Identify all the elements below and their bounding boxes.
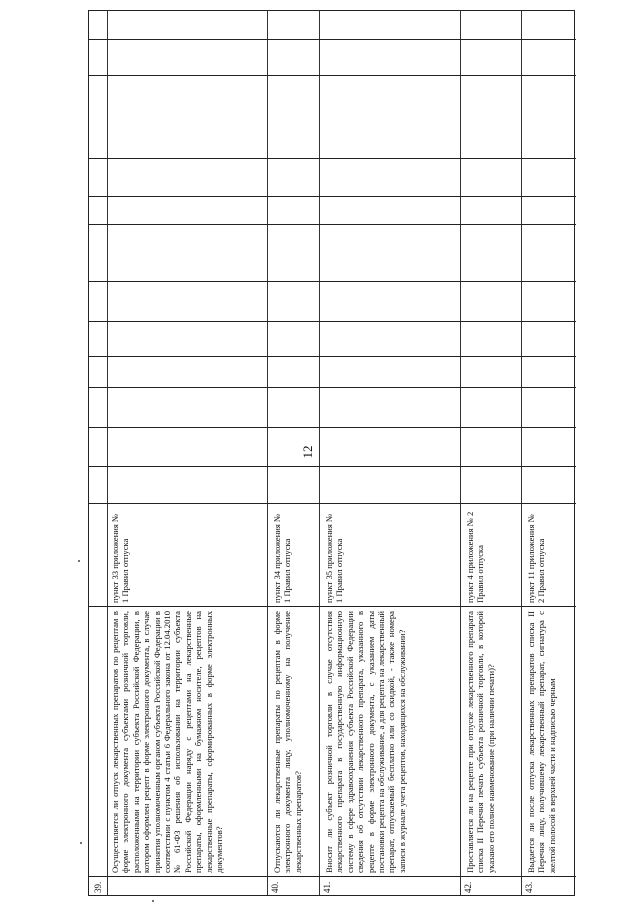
row-divider [267, 11, 268, 895]
row-reference: пункт 33 приложения № 1 Правил отпуска [110, 513, 131, 603]
column-divider [89, 503, 576, 504]
row-reference: пункт 35 приложения № 1 Правил отпуска [324, 513, 345, 603]
row-question: Проставляется ли на рецепте при отпуске лекарственного препарата списка II Перечня печать субъекта розничной торговли, в которой указано его полное наименование (при наличии печати)? [465, 611, 496, 873]
column-divider [89, 876, 576, 877]
row-number: 40. [270, 881, 280, 893]
row-divider [521, 11, 522, 895]
row-question: Осуществляется ли отпуск лекарственных препаратов по рецептам в форме электронного документа субъектами розничной торговли, расположенными на территории субъекта Российской Федерации, в котором оформлен рецепт в форме электронного документа, в случае принятия уполномоченным органом субъекта Российской Федерации в соответствии с пунктом 4 статьи 6 Федерального закона от 12.04.2010 № 61-ФЗ решения об использовании на территории субъекта Российской Федерации наряду с рецептами на лекарственные препараты, оформленными на бумажном носителе, рецептов на лекарственные препараты, сформированных в форме электронных документов? [110, 611, 225, 873]
row-reference: пункт 11 приложения № 2 Правил отпуска [526, 514, 547, 603]
row-question: Вносит ли субъект розничной торговли в случае отсутствия лекарственного препарата в государственную информационную систему в сфере здравоохранения субъекта Российской Федерации сведения об отсутствии лекарственного препарата, указанного в рецепте в форме электронного документа, с указанием даты постановки рецепта на обслуживание, а для рецепта на лекарственный препарат, отпускаемый бесплатно или со скидкой, - также номера записи в журнале учета рецептов, находящихся на обслуживании? [324, 611, 407, 873]
row-reference: пункт 34 приложения № 1 Правил отпуска [272, 513, 293, 603]
row-number: 39. [93, 881, 103, 893]
column-divider [89, 321, 576, 322]
column-divider [89, 158, 576, 159]
row-reference: пункт 4 приложения № 2 Правил отпуска [465, 511, 486, 603]
row-number: 43. [524, 881, 534, 893]
column-divider [89, 39, 576, 40]
column-divider [89, 606, 576, 607]
scan-speck [80, 842, 82, 844]
row-number: 42. [463, 881, 473, 893]
column-divider [89, 281, 576, 282]
column-divider [89, 427, 576, 428]
checklist-table [88, 10, 575, 896]
column-divider [89, 224, 576, 225]
scan-speck [152, 900, 154, 902]
page-number: 12 [300, 445, 315, 459]
row-divider [319, 11, 320, 895]
row-divider [107, 11, 108, 895]
row-question: Отпускаются ли лекарственные препараты по рецептам в форме электронного документа лицу, уполномоченному на получение лекарственных препаратов? [272, 611, 303, 873]
column-divider [89, 387, 576, 388]
row-number: 41. [322, 881, 332, 893]
row-question: Выдается ли после отпуска лекарственных препаратов списка II Перечня лицу, получившему лекарственный препарат, сигнатура с желтой полосой в верхней части и надписью черным [526, 611, 557, 873]
column-divider [89, 75, 576, 76]
column-divider [89, 196, 576, 197]
row-divider [460, 11, 461, 895]
scan-speck [78, 560, 80, 562]
column-divider [89, 466, 576, 467]
column-divider [89, 356, 576, 357]
